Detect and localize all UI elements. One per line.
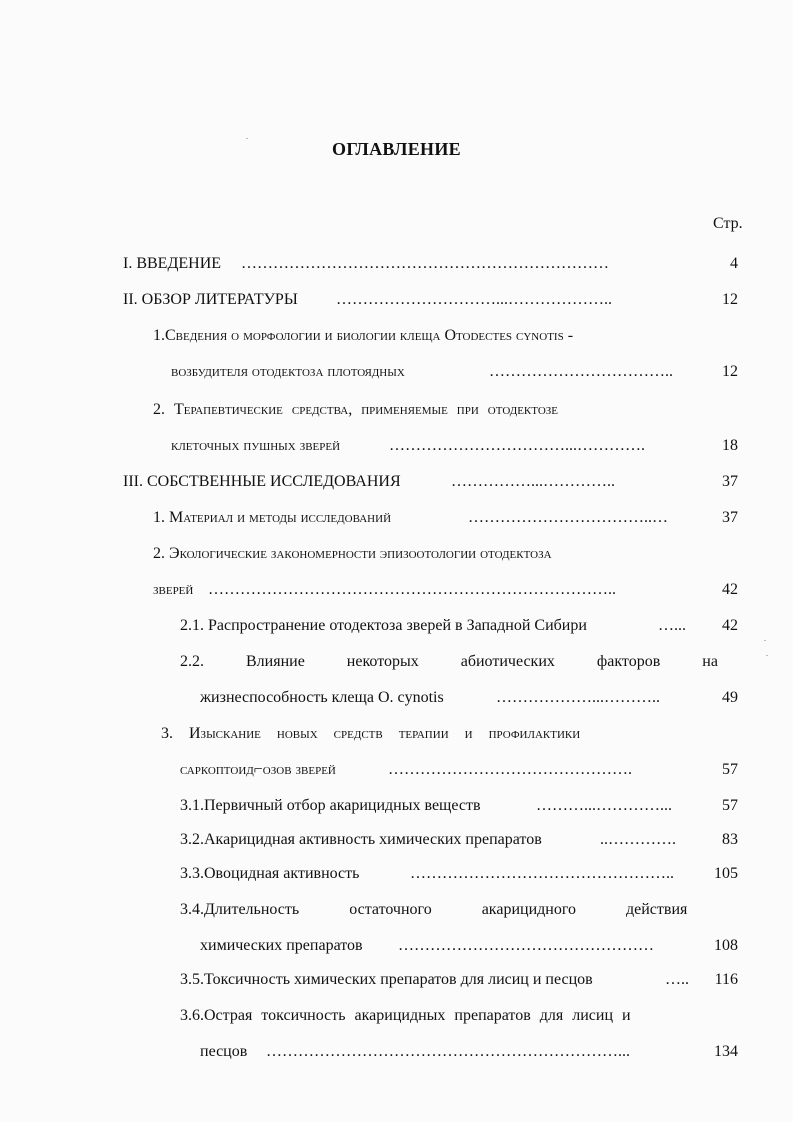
scan-speck [246,138,248,139]
toc-entry [180,758,738,782]
page-title: ОГЛАВЛЕНИЕ [332,139,461,159]
toc-entry-page: 49 [722,689,738,706]
toc-entry [180,1004,698,1028]
toc-entry [180,650,718,674]
toc-entry-text: 3.1.Первичный отбор акарицидных веществ [180,797,481,814]
toc-entry-text: 3.3.Овоцидная активность [180,865,360,882]
scan-speck [764,640,766,641]
toc-entry-page: 18 [722,437,738,454]
toc-entry-text: 1.Сведения о морфологии и биологии клеща Otodectes cynotis - [153,327,574,344]
toc-entry-text: 2. Терапевтические средства, применяемые при отодектозе [153,401,559,418]
toc-entry-text: 3.5.Токсичность химических препаратов для лисиц и песцов [180,971,593,988]
toc-entry-leader: ..…………. [600,831,676,848]
toc-entry [153,542,698,566]
toc-entry-page: 37 [722,509,738,526]
toc-entry [180,898,698,922]
toc-entry [180,794,738,818]
toc-entry-page: 105 [714,865,738,882]
toc-entry-leader: …………………………….. [489,363,673,380]
toc-entry-leader: ……………………………...…………. [389,437,645,454]
toc-entry-leader: …………………………...……………….. [336,291,612,308]
toc-entry [200,686,738,710]
toc-entry-leader: ………………………………………………………………….. [208,581,616,598]
toc-entry-page: 42 [722,581,738,598]
toc-entry-text: II. ОБЗОР ЛИТЕРАТУРЫ [123,291,298,308]
toc-entry-text: химических препаратов [200,937,363,954]
toc-entry-page: 116 [714,971,738,988]
toc-entry [180,828,738,852]
toc-entry-leader: ………...…………... [536,797,672,814]
toc-entry [153,398,698,422]
toc-entry-text: 3.4.Длительность остаточного акарицидного действия [180,901,688,918]
toc-entry [153,578,738,602]
toc-entry-page: 12 [722,291,738,308]
toc-entry-page: 83 [722,831,738,848]
toc-entry-text: 1. Материал и методы исследований [153,509,392,526]
scan-speck [766,655,768,656]
toc-entry-text: 3. Изыскание новых средств терапии и профилактики [161,725,581,742]
toc-entry-text: III. СОБСТВЕННЫЕ ИССЛЕДОВАНИЯ [123,473,401,490]
toc-entry-text: песцов [200,1043,248,1060]
toc-entry [180,968,738,992]
toc-entry-page: 134 [714,1043,738,1060]
toc-entry-leader: …………………………………………………………… [241,255,609,272]
toc-entry-text: 2.2. Влияние некоторых абиотических факторов на [180,653,718,670]
toc-entry-leader: ……………...………….. [451,473,615,490]
toc-entry [123,252,738,276]
toc-entry-page: 108 [714,937,738,954]
toc-entry-text: жизнеспособность клеща O. cynotis [200,689,444,706]
toc-entry [200,1040,738,1064]
toc-entry [161,722,698,746]
toc-entry-page: 12 [722,363,738,380]
toc-entry-leader: ………………...……….. [496,689,660,706]
toc-entry-leader: ………………………………………….. [410,865,674,882]
toc-entry-leader: ………………………………………. [388,761,632,778]
toc-entry-text: возбудителя отодектоза плотоядных [171,363,405,380]
toc-entry-leader: ………………………………………… [398,937,654,954]
toc-entry-page: 37 [722,473,738,490]
toc-entry-text: 3.6.Острая токсичность акарицидных препаратов для лисиц и [180,1007,631,1024]
toc-entry [123,470,738,494]
toc-entry-text: клеточных пушных зверей [171,437,341,454]
toc-entry-text: 2.1. Распространение отодектоза зверей в Западной Сибири [180,617,587,634]
toc-entry [171,360,738,384]
toc-entry-page: 4 [730,255,738,272]
toc-entry-leader: ……………………………..… [468,509,668,526]
toc-entry [180,614,738,638]
toc-entry-text: зверей [153,581,194,598]
toc-entry-page: 57 [722,797,738,814]
toc-entry-page: 42 [722,617,738,634]
toc-entry [200,934,738,958]
toc-entry-text: I. ВВЕДЕНИЕ [123,255,222,272]
toc-entry [153,324,703,348]
toc-entry-leader: …………………………………………………………... [266,1043,630,1060]
toc-entry-text: 2. Экологические закономерности эпизоотологии отодектоза [153,545,552,562]
toc-entry-text: 3.2.Акарицидная активность химических препаратов [180,831,542,848]
toc-entry [153,506,738,530]
toc-entry [171,434,738,458]
toc-entry-leader: …... [658,617,686,634]
page-column-label: Стр. [713,215,743,232]
toc-entry [180,862,738,886]
toc-entry-page: 57 [722,761,738,778]
toc-entry [123,288,738,312]
toc-entry-text: саркоптоид⌐озов зверей [180,761,336,778]
toc-entry-leader: ….. [665,971,689,988]
